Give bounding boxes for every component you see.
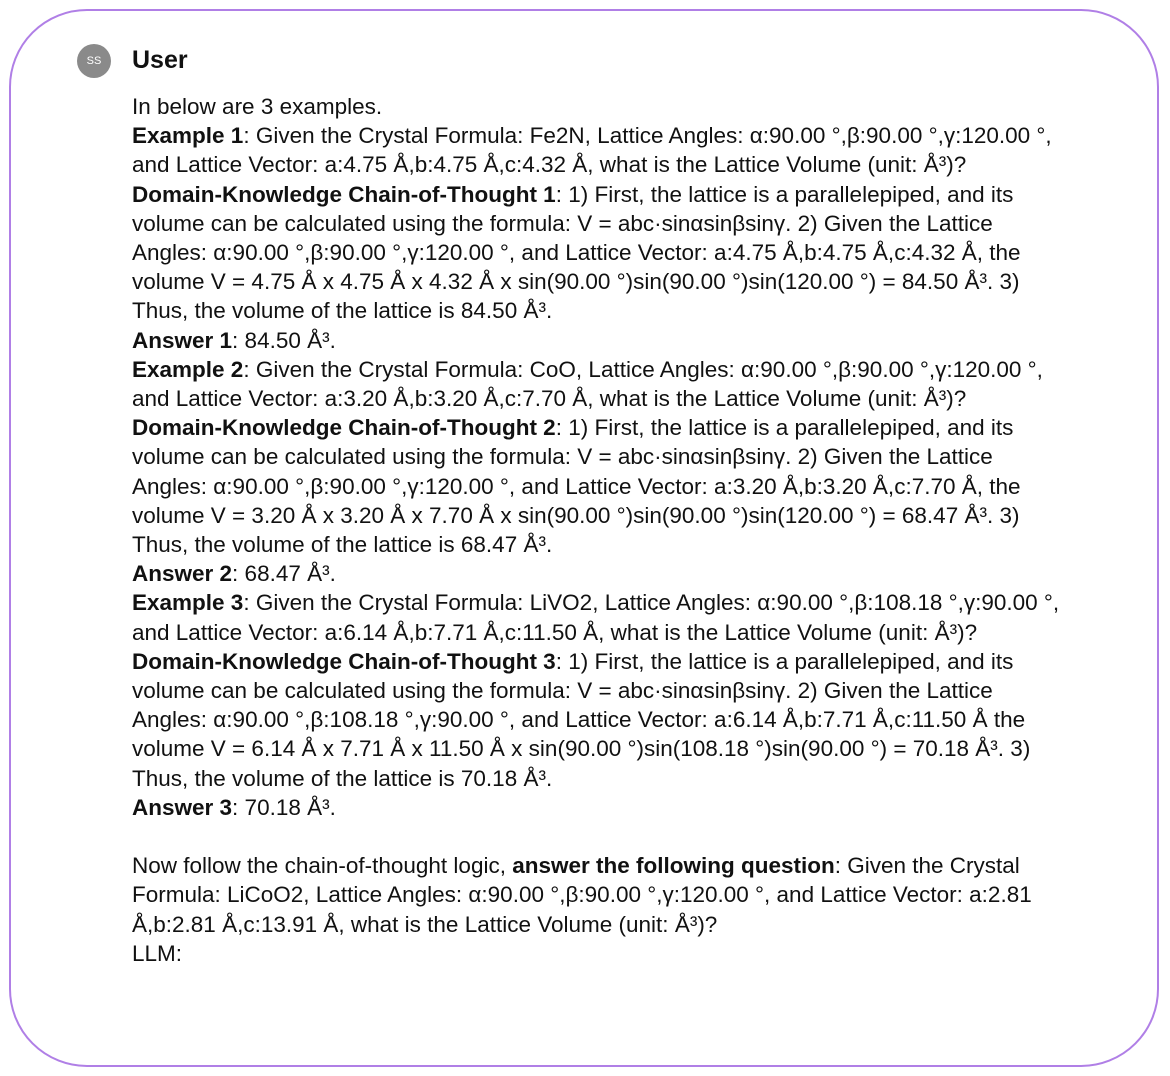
answer-label: Answer 1	[132, 327, 233, 353]
intro-text: In below are 3 examples.	[132, 94, 383, 119]
cot-1	[132, 180, 1067, 326]
answer-text: : 70.18 Å³.	[232, 794, 336, 820]
cot-2	[132, 413, 1067, 559]
cot-text: : 1) First, the lattice is a parallelepiped, and its volume can be calculated using the formula: V = abc·sinαsinβsinγ. 2) Given the Lattice Angles: α:90.00 °,β:90.00 °,γ:120.00 °, and Lattice Vector: a:3.20 Å,b:3.20 Å,c:7.70 Å, the volume V = 3.20 Å x 3.20 Å x 7.70 Å x sin(90.00 °)sin(90.00 °)sin(120.00 °) = 68.47 Å³. 3) Thus, the volume of the lattice is 68.47 Å³.	[132, 415, 1021, 558]
example-text: : Given the Crystal Formula: LiVO2, Lattice Angles: α:90.00 °,β:108.18 °,γ:90.00 °, and Lattice Vector: a:6.14 Å,b:7.71 Å,c:11.50 Å, what is the Lattice Volume (unit: Å³)?	[132, 590, 1060, 645]
answer-label: Answer 3	[132, 794, 233, 820]
example-label: Example 2	[132, 356, 244, 382]
example-text: : Given the Crystal Formula: Fe2N, Lattice Angles: α:90.00 °,β:90.00 °,γ:120.00 °, and Lattice Vector: a:4.75 Å,b:4.75 Å,c:4.32 Å, what is the Lattice Volume (unit: Å³)?	[132, 123, 1052, 178]
cot-3	[132, 647, 1067, 793]
answer-3	[132, 793, 1067, 822]
cot-text: : 1) First, the lattice is a parallelepiped, and its volume can be calculated using the formula: V = abc·sinαsinβsinγ. 2) Given the Lattice Angles: α:90.00 °,β:90.00 °,γ:120.00 °, and Lattice Vector: a:4.75 Å,b:4.75 Å,c:4.32 Å, the volume V = 4.75 Å x 4.75 Å x 4.32 Å x sin(90.00 °)sin(90.00 °)sin(120.00 °) = 84.50 Å³. 3) Thus, the volume of the lattice is 84.50 Å³.	[132, 181, 1021, 324]
example-1	[132, 121, 1067, 179]
answer-1	[132, 326, 1067, 355]
paragraph-gap	[132, 822, 1067, 851]
answer-label: Answer 2	[132, 561, 233, 587]
followup-emphasis: answer the following question	[512, 853, 835, 879]
example-2	[132, 355, 1067, 413]
cot-label: Domain-Knowledge Chain-of-Thought 2	[132, 415, 556, 441]
example-3	[132, 588, 1067, 646]
answer-2	[132, 559, 1067, 588]
example-label: Example 1	[132, 123, 244, 149]
answer-text: : 84.50 Å³.	[232, 327, 336, 353]
followup-question	[132, 851, 1067, 939]
followup-question-text: : Given the Crystal Formula: LiCoO2, Lattice Angles: α:90.00 °,β:90.00 °,γ:120.00 °, and Lattice Vector: a:2.81 Å,b:2.81 Å,c:13.91 Å, what is the Lattice Volume (unit: Å³)?	[132, 853, 1032, 937]
answer-text: : 68.47 Å³.	[232, 561, 336, 587]
cot-text: : 1) First, the lattice is a parallelepiped, and its volume can be calculated using the formula: V = abc·sinαsinβsinγ. 2) Given the Lattice Angles: α:90.00 °,β:108.18 °,γ:90.00 °, and Lattice Vector: a:6.14 Å,b:7.71 Å,c:11.50 Å the volume V = 6.14 Å x 7.71 Å x 11.50 Å x sin(90.00 °)sin(108.18 °)sin(90.00 °) = 70.18 Å³. 3) Thus, the volume of the lattice is 70.18 Å³.	[132, 648, 1031, 791]
example-text: : Given the Crystal Formula: CoO, Lattice Angles: α:90.00 °,β:90.00 °,γ:120.00 °, and Lattice Vector: a:3.20 Å,b:3.20 Å,c:7.70 Å, what is the Lattice Volume (unit: Å³)?	[132, 356, 1043, 412]
cot-label: Domain-Knowledge Chain-of-Thought 3	[132, 648, 556, 674]
message-body	[132, 92, 1067, 968]
cot-label: Domain-Knowledge Chain-of-Thought 1	[132, 181, 556, 207]
user-avatar: SS	[77, 44, 111, 78]
followup-lead: Now follow the chain-of-thought logic,	[132, 853, 513, 879]
example-label: Example 3	[132, 590, 244, 616]
llm-prompt: LLM:	[132, 940, 183, 966]
role-label: User	[132, 46, 188, 74]
